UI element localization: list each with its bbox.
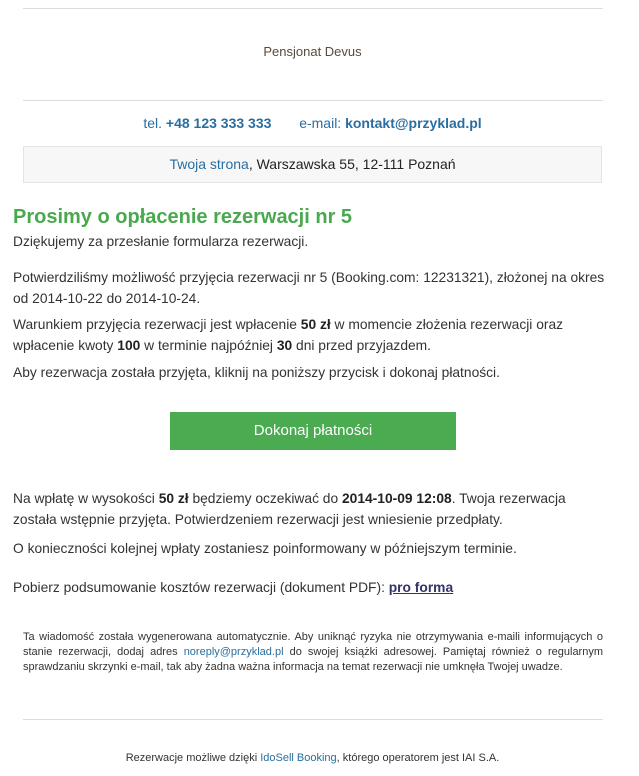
email-link[interactable]: kontakt@przyklad.pl: [345, 115, 482, 131]
address-box: [23, 146, 602, 183]
address-text: , Warszawska 55, 12-111 Poznań: [248, 156, 456, 172]
conditions-text: Warunkiem przyjęcia rezerwacji jest wpłacenie 50 zł w momencie złożenia rezerwacji oraz wpłacenie kwoty 100 w terminie najpóźniej 30 dni przed przyjazdem.: [13, 317, 564, 353]
thanks-text: Dziękujemy za przesłanie formularza rezerwacji.: [13, 234, 309, 249]
phone-link[interactable]: +48 123 333 333: [165, 115, 272, 131]
noreply-email-link[interactable]: noreply@przyklad.pl: [183, 646, 284, 658]
idosell-link[interactable]: IdoSell Booking: [260, 752, 337, 764]
wait-amount: 50 zł: [158, 491, 189, 506]
remaining-amount: 100: [117, 338, 141, 353]
contact-line: [0, 115, 625, 131]
divider-header: [23, 100, 603, 101]
next-payment-text: O konieczności kolejnej wpłaty zostaniesz poinformowany w późniejszym terminie.: [13, 541, 517, 556]
pay-button[interactable]: Dokonaj płatności: [170, 412, 456, 450]
payment-deadline-text: Na wpłatę w wysokości 50 zł będziemy oczekiwać do 2014-10-09 12:08. Twoja rezerwacja została wstępnie przyjęta. Potwierdzeniem rezerwacji jest wniesienie przedpłaty.: [13, 491, 566, 527]
website-link[interactable]: Twoja strona: [169, 156, 249, 172]
hotel-name: Pensjonat Devus: [263, 44, 362, 59]
days-count: 30: [276, 338, 293, 353]
pdf-download-text: Pobierz podsumowanie kosztów rezerwacji (dokument PDF): pro forma: [13, 580, 454, 595]
confirmation-text: Potwierdziliśmy możliwość przyjęcia rezerwacji nr 5 (Booking.com: 12231321), złożonej na okres od 2014-10-22 do 2014-10-24.: [13, 270, 605, 306]
deadline-date: 2014-10-09 12:08: [341, 491, 452, 506]
powered-by: Rezerwacje możliwe dzięki IdoSell Booking, którego operatorem jest IAI S.A.: [125, 752, 500, 764]
instruction-text: Aby rezerwacja została przyjęta, kliknij na poniższy przycisk i dokonaj płatności.: [13, 365, 500, 380]
email-label: e-mail:: [299, 115, 342, 131]
auto-message-note: Ta wiadomość została wygenerowana automatycznie. Aby uniknąć ryzyka nie otrzymywania e-maili informujących o stanie rezerwacji, dodaj adres noreply@przyklad.pl do swojej książki adresowej. Pamiętaj również o regularnym sprawdzaniu skrzynki e-mail, tak aby żadna ważna informacja na temat rezerwacji nie umknęła Twojej uwadze.: [23, 631, 604, 673]
divider-top: [23, 8, 603, 9]
deposit-amount: 50 zł: [300, 317, 331, 332]
phone-label: tel.: [143, 115, 163, 131]
page-title: Prosimy o opłacenie rezerwacji nr 5: [13, 206, 353, 228]
pro-forma-link[interactable]: pro forma: [388, 580, 454, 595]
divider-footer: [23, 719, 603, 720]
